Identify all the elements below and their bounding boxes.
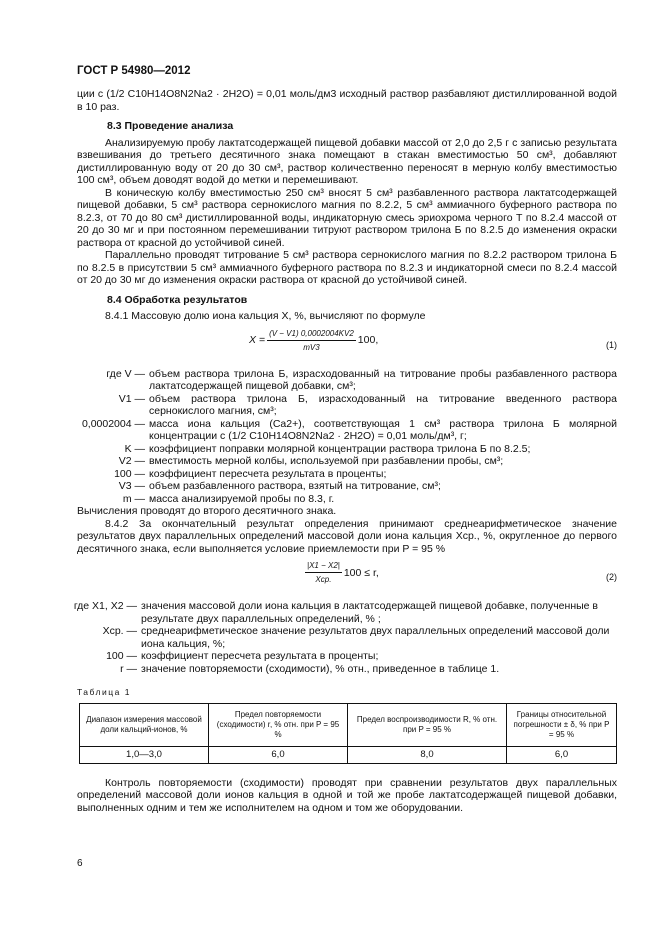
section-8-4-1-text: 8.4.1 Массовую долю иона кальция X, %, вычисляют по формуле xyxy=(105,310,426,322)
def-symbol: 100 — xyxy=(106,650,137,662)
table-caption: Таблица 1 xyxy=(77,687,131,697)
def-symbol: 0,0002004 — xyxy=(81,417,145,430)
def-text: коэффициент поправки молярной концентрации раствора трилона Б по 8.2.5; xyxy=(149,442,531,455)
def-symbol: V1 — xyxy=(118,392,145,405)
standard-header: ГОСТ Р 54980—2012 xyxy=(77,65,191,77)
intro-paragraph: ции с (1/2 C10H14O8N2Na2 · 2H2O) = 0,01 моль/дм3 исходный раствор разбавляют дистиллированной водой в 10 раз. xyxy=(77,88,617,113)
def-text: объем раствора трилона Б, израсходованный на титрование пробы разбавленного раствора лактатсодержащей пищевой добавки, см³; xyxy=(149,367,617,392)
def-text: значения массовой доли иона кальция в лактатсодержащей пищевой добавке, полученные в результате двух параллельных определений, % ; xyxy=(141,600,598,625)
def-symbol: 100 — xyxy=(114,467,145,480)
table-cell: 6,0 xyxy=(507,746,617,763)
def-text: объем разбавленного раствора, взятый на титрование, см³; xyxy=(149,480,441,492)
section-8-3-para-3: Параллельно проводят титрование 5 см³ раствора сернокислого магния по 8.2.2 раствором трилона Б по 8.2.5 в присутствии 5 см³ аммиачного буферного раствора по 8.2.3 и индикаторной смеси по 8.2.4 массой от 20 до 30 мг до изменения окраски раствора от красной до устойчивой синей. xyxy=(77,249,617,286)
formula-2-definitions xyxy=(69,600,617,675)
formula-1-tail: 100, xyxy=(357,334,379,347)
def-symbol: где V — xyxy=(106,367,145,380)
def-text: среднеарифметическое значение результатов двух параллельных определений массовой доли иона кальция, %; xyxy=(141,625,610,650)
table-cell: 8,0 xyxy=(348,746,507,763)
formula-1-fraction xyxy=(267,329,356,353)
formula-1-number: (1) xyxy=(606,339,617,350)
table-header-cell: Диапазон измерения массовой доли кальций-ионов, % xyxy=(80,703,209,746)
def-text: объем раствора трилона Б, израсходованный на титрование введенного раствора сернокислого магния, см³; xyxy=(149,392,617,417)
def-symbol: r — xyxy=(120,662,137,675)
def-text: коэффициент пересчета результата в проценты; xyxy=(149,467,387,480)
document-body xyxy=(73,88,617,814)
formula-2-denominator: Xср. xyxy=(315,575,332,584)
formula-1-numerator: (V − V1) 0,0002004KV2 xyxy=(267,329,356,341)
def-symbol: V2 — xyxy=(118,455,145,467)
def-symbol: где X1, X2 — xyxy=(73,600,137,612)
def-text: вместимость мерной колбы, используемой при разбавлении пробы, см³; xyxy=(149,455,504,467)
def-text: масса анализируемой пробы по 8.3, г. xyxy=(149,492,335,505)
def-text: коэффициент пересчета результата в проценты; xyxy=(141,650,379,662)
precision-table xyxy=(79,703,617,764)
def-text: масса иона кальция (Ca2+), соответствующая 1 см³ раствора трилона Б молярной концентрации с (1/2 C10H14O8N2Na2 · 2H2O) = 0,01 моль/дм³, г; xyxy=(149,417,617,442)
closing-paragraph: Контроль повторяемости (сходимости) проводят при сравнении результатов двух параллельных определений массовой доли ионов кальция в одной и той же пробе лактатсодержащей пищевой добавки, выполненных одним и тем же исполнителем на одном и том же оборудовании. xyxy=(77,776,617,814)
formula-2-numerator: |X1 − X2| xyxy=(305,561,342,573)
def-text: значение повторяемости (сходимости), % отн., приведенное в таблице 1. xyxy=(141,662,500,675)
formula-1 xyxy=(77,329,617,363)
table-header-cell: Предел воспроизводимости R, % отн. при P = 95 % xyxy=(348,703,507,746)
def-symbol: K — xyxy=(124,442,145,455)
def-symbol: Xср. — xyxy=(102,625,137,637)
table-header-cell: Предел повторяемости (сходимости) r, % отн. при P = 95 % xyxy=(209,703,348,746)
formula-1-definitions xyxy=(69,368,617,506)
section-8-3-title: 8.3 Проведение анализа xyxy=(107,120,234,132)
formula-1-lhs: X = xyxy=(249,334,266,347)
table-cell: 1,0—3,0 xyxy=(80,746,209,763)
section-8-3-para-1: Анализируемую пробу лактатсодержащей пищевой добавки массой от 2,0 до 2,5 г с записью результата взвешивания до третьего десятичного знака помещают в стакан вместимостью 50 см³, добавляют дистиллированную воду от 20 до 30 см³, раствор количественно переносят в мерную колбу вместимостью 100 см³, объем доводят водой до метки и перемешивают. xyxy=(77,136,617,186)
table-header-row xyxy=(80,703,617,746)
formula-2 xyxy=(77,561,617,595)
section-8-4-2-text: 8.4.2 За окончательный результат определения принимают среднеарифметическое значение результатов двух параллельных определений массовой доли иона кальция Xср., %, округленное до первого десятичного знака, если выполняется условие приемлемости при P = 95 % xyxy=(77,517,617,555)
def-symbol: V3 — xyxy=(118,480,145,492)
def-symbol: m — xyxy=(122,492,145,505)
section-8-3-para-2: В коническую колбу вместимостью 250 см³ вносят 5 см³ разбавленного раствора лактатсодержащей пищевой добавки, 5 см³ раствора сернокислого магния по 8.2.2, 5 см³ аммиачного буферного раствора по 8.2.3, от 70 до 80 см³ дистиллированной воды, индикаторную смесь эриохрома черного Т по 8.2.4 массой от 20 до 30 мг и при постоянном перемешивании титруют раствором трилона Б по 8.2.5 до изменения окраски раствора от красной до устойчивой синей. xyxy=(77,186,617,249)
table-cell: 6,0 xyxy=(209,746,348,763)
page-number: 6 xyxy=(77,858,83,869)
formula-2-fraction xyxy=(305,561,342,585)
formula-2-number: (2) xyxy=(606,572,617,582)
section-8-4-title: 8.4 Обработка результатов xyxy=(107,293,248,306)
calculation-note: Вычисления проводят до второго десятичного знака. xyxy=(77,505,337,517)
table-row xyxy=(80,746,617,763)
table-header-cell: Границы относительной погрешности ± δ, % при P = 95 % xyxy=(507,703,617,746)
formula-2-tail: 100 ≤ r, xyxy=(343,566,379,579)
formula-1-denominator: mV3 xyxy=(303,342,320,352)
